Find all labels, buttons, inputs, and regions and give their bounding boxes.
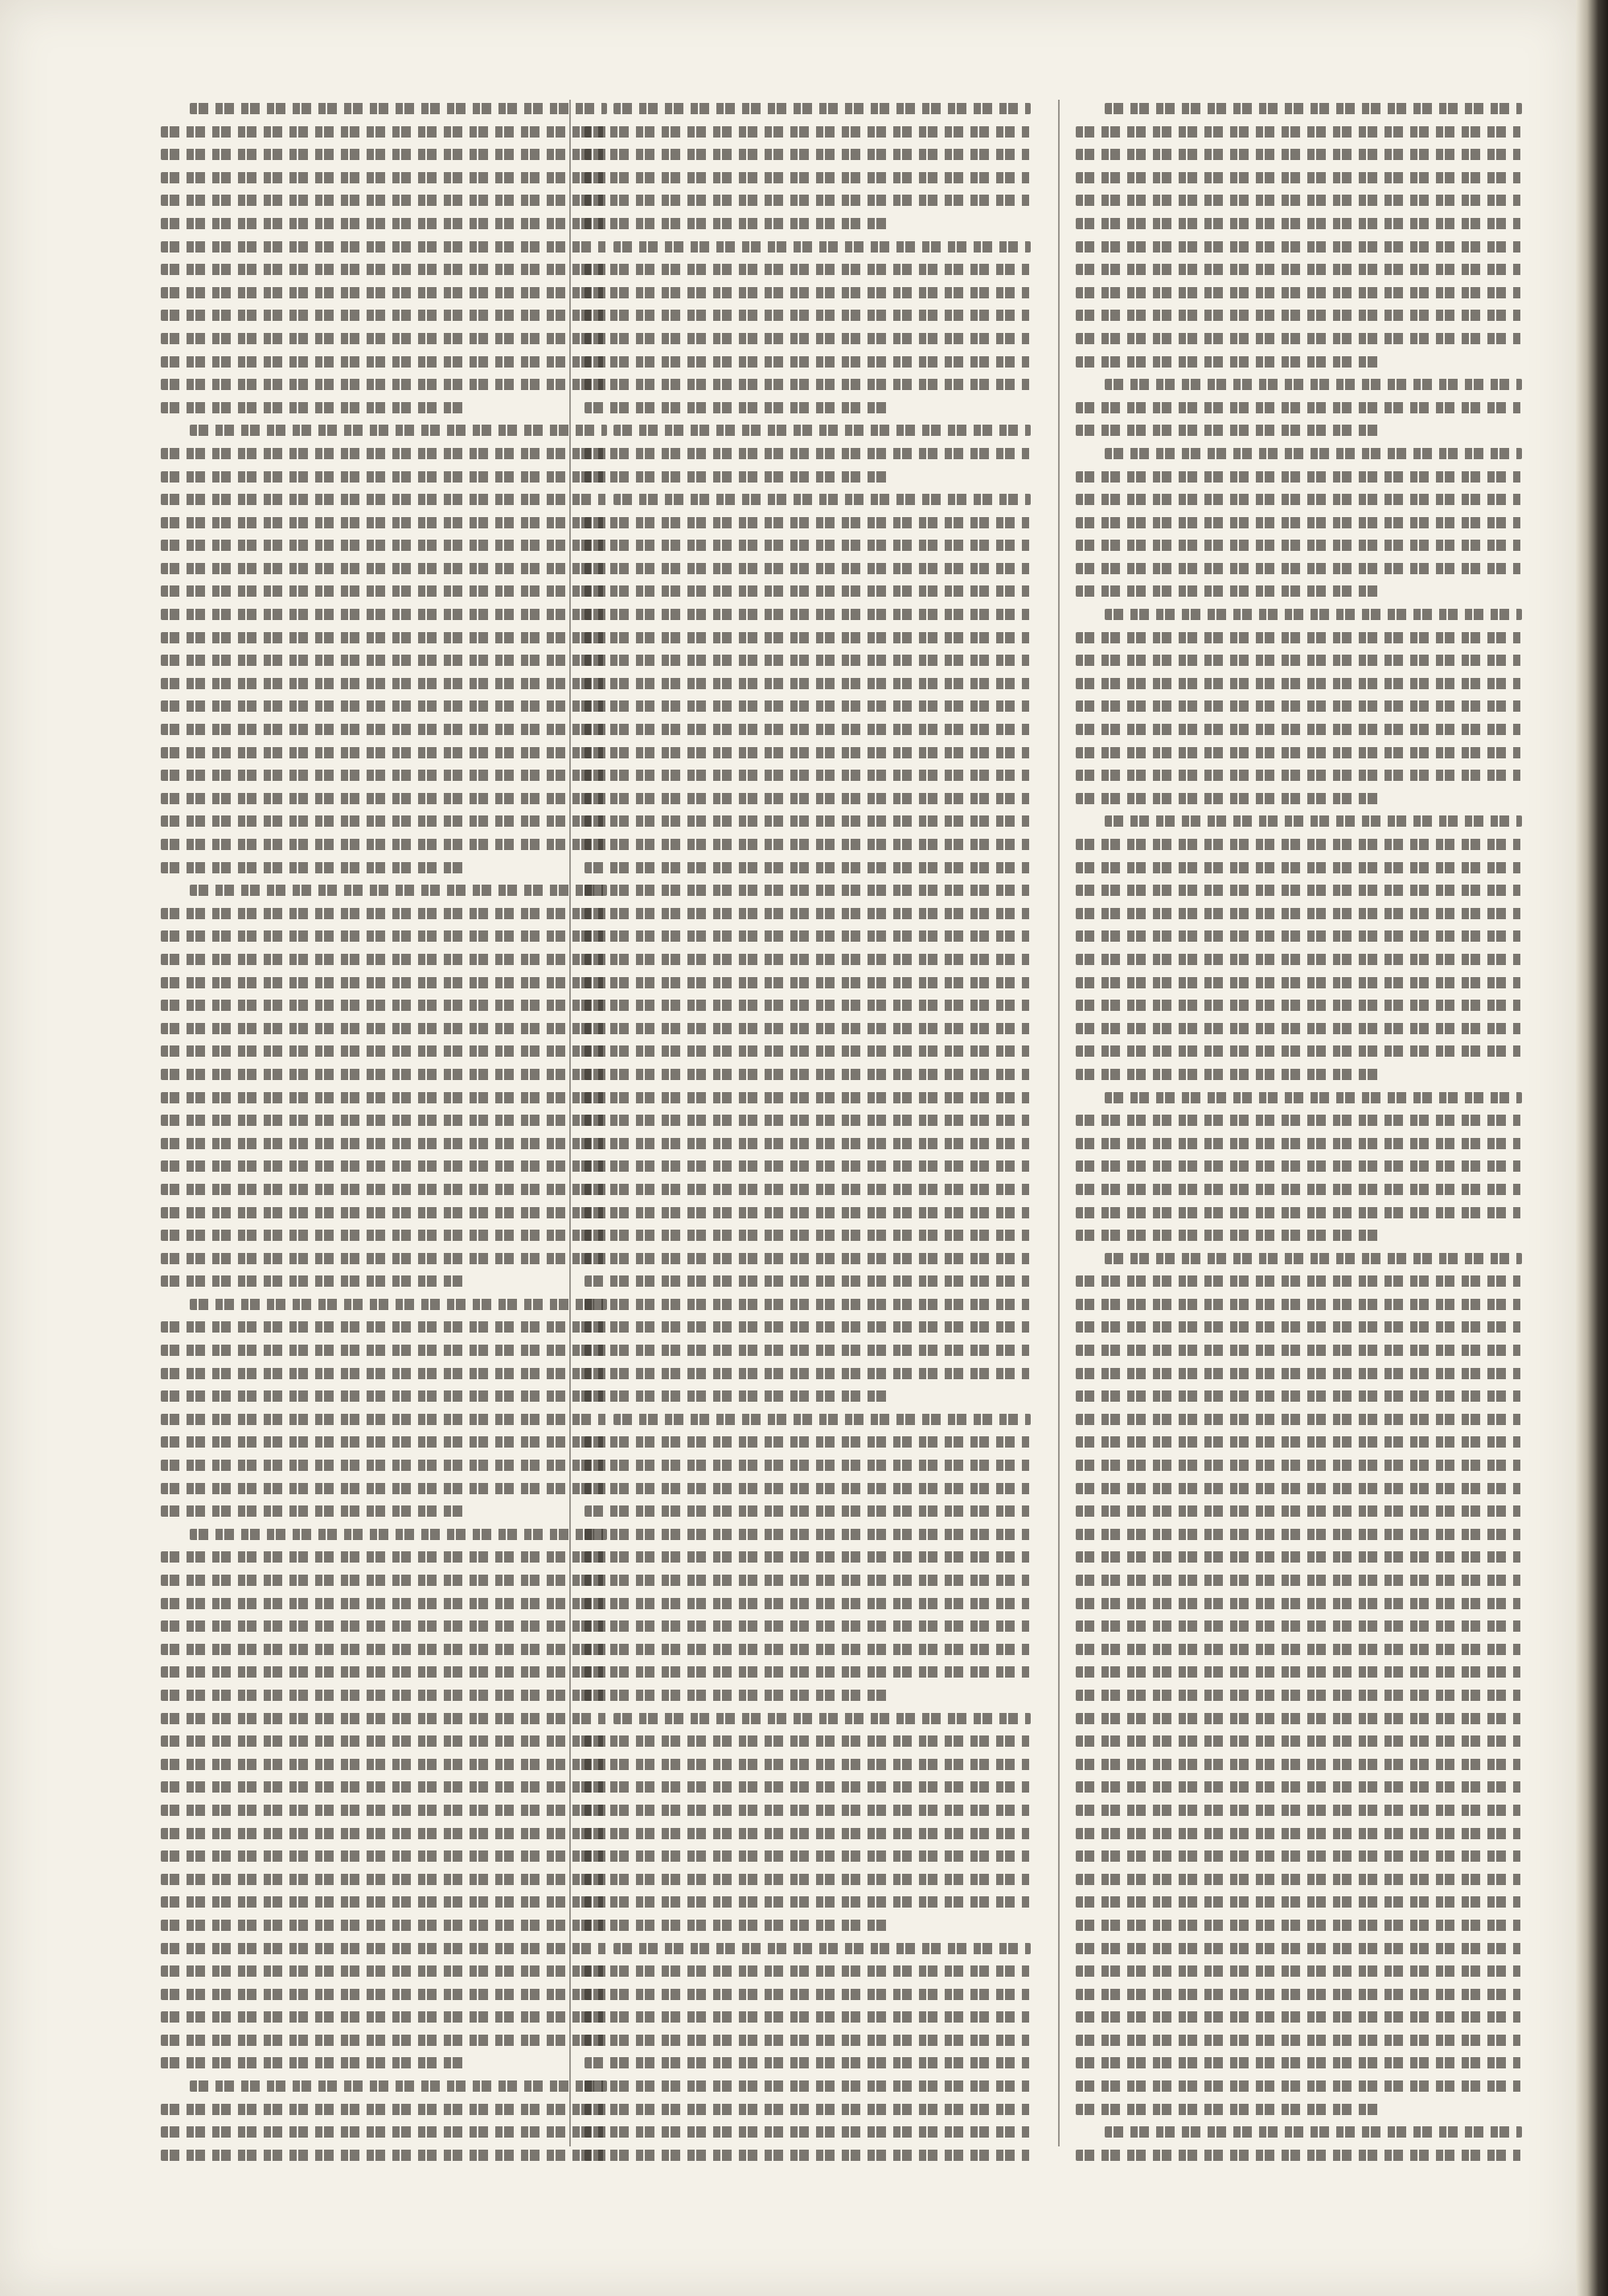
text-line xyxy=(1076,195,1522,206)
text-line xyxy=(161,1713,607,1724)
text-line xyxy=(585,2104,1031,2115)
text-line xyxy=(1076,241,1522,253)
text-line xyxy=(585,2126,1031,2138)
text-line xyxy=(1076,1207,1522,1218)
text-line xyxy=(161,1920,607,1931)
text-line xyxy=(585,1045,1031,1057)
text-line xyxy=(190,103,607,114)
text-line xyxy=(1076,2011,1522,2023)
text-line xyxy=(161,1989,607,2000)
text-line xyxy=(585,1644,1031,1655)
text-line xyxy=(161,1805,607,1816)
text-line xyxy=(1076,954,1522,965)
text-line xyxy=(613,1414,1031,1425)
text-line xyxy=(161,172,607,183)
text-line xyxy=(585,1551,1031,1563)
text-line xyxy=(190,2080,607,2092)
text-line xyxy=(1076,1943,1522,1954)
text-line xyxy=(161,1390,607,1402)
text-line xyxy=(585,1436,1031,1448)
text-line xyxy=(1076,425,1379,436)
text-line xyxy=(585,609,1031,620)
text-line xyxy=(585,1092,1031,1103)
text-line xyxy=(1076,2035,1522,2046)
text-line xyxy=(1076,1184,1522,1195)
text-line xyxy=(161,1598,607,1609)
text-line xyxy=(1105,1092,1522,1103)
text-line xyxy=(585,310,1031,321)
text-line xyxy=(1076,1989,1522,2000)
text-line xyxy=(1076,1483,1522,1494)
text-line xyxy=(1076,724,1522,735)
text-line xyxy=(161,1850,607,1862)
text-line xyxy=(1076,1390,1522,1402)
text-line xyxy=(161,2104,607,2115)
text-line xyxy=(161,815,607,827)
text-line xyxy=(1076,1575,1522,1586)
text-line xyxy=(161,563,607,574)
text-line xyxy=(1076,1115,1522,1126)
text-line xyxy=(585,1390,888,1402)
text-line xyxy=(161,1874,607,1885)
text-line xyxy=(585,700,1031,712)
text-line xyxy=(1076,1759,1522,1770)
text-line xyxy=(161,2035,607,2046)
text-line xyxy=(161,494,607,505)
text-line xyxy=(1076,517,1522,528)
text-line xyxy=(585,356,1031,368)
text-line xyxy=(585,724,1031,735)
column-divider xyxy=(1058,100,1060,2146)
text-line xyxy=(161,793,607,804)
text-line xyxy=(161,1483,607,1494)
text-line xyxy=(613,1713,1031,1724)
text-line xyxy=(1076,700,1522,712)
text-line xyxy=(613,494,1031,505)
article-paragraph xyxy=(1076,103,1522,368)
text-line xyxy=(161,1184,607,1195)
text-line xyxy=(161,1436,607,1448)
text-line xyxy=(1076,585,1379,597)
text-line xyxy=(1076,862,1522,873)
article-paragraph xyxy=(161,1529,607,2069)
text-line xyxy=(585,2150,1031,2161)
text-line xyxy=(585,1321,1031,1333)
page-binding-edge xyxy=(1576,0,1608,2296)
text-line xyxy=(585,195,1031,206)
article-paragraph xyxy=(161,885,607,1287)
text-line xyxy=(1076,2080,1522,2092)
article-paragraph xyxy=(1076,448,1522,598)
text-line xyxy=(585,1505,1031,1517)
text-line xyxy=(161,1000,607,1011)
text-line xyxy=(1105,379,1522,390)
text-line xyxy=(585,1345,1031,1356)
text-line xyxy=(161,540,607,551)
article-paragraph xyxy=(585,241,1031,413)
text-line xyxy=(161,1023,607,1034)
text-line xyxy=(161,1690,607,1701)
text-line xyxy=(161,1551,607,1563)
text-line xyxy=(161,1896,607,1908)
text-line xyxy=(1076,1850,1522,1862)
text-line xyxy=(585,1483,1031,1494)
text-line xyxy=(161,333,607,344)
text-line xyxy=(1076,1690,1522,1701)
text-line xyxy=(161,770,607,781)
text-line xyxy=(1105,2126,1522,2138)
text-line xyxy=(1076,1069,1379,1080)
text-line xyxy=(1076,885,1522,896)
text-line xyxy=(190,1529,607,1540)
text-line xyxy=(585,2080,1031,2092)
text-line xyxy=(585,2035,1031,2046)
text-line xyxy=(161,126,607,138)
text-line xyxy=(585,1598,1031,1609)
text-line xyxy=(161,1345,607,1356)
text-line xyxy=(585,1000,1031,1011)
text-line xyxy=(1105,448,1522,459)
text-line xyxy=(585,517,1031,528)
text-line xyxy=(585,1781,1031,1793)
text-line xyxy=(1076,770,1522,781)
article-paragraph xyxy=(585,1943,1031,2163)
text-line xyxy=(161,1620,607,1632)
text-line xyxy=(585,448,1031,459)
article-paragraph xyxy=(161,103,607,413)
text-line xyxy=(1076,1436,1522,1448)
article-paragraph xyxy=(1076,815,1522,1080)
text-line xyxy=(585,126,1031,138)
text-line xyxy=(161,264,607,275)
text-line xyxy=(1105,815,1522,827)
text-line xyxy=(585,815,1031,827)
text-line xyxy=(1076,218,1522,229)
text-line xyxy=(1076,1505,1522,1517)
text-line xyxy=(161,724,607,735)
text-line xyxy=(161,1069,607,1080)
text-line xyxy=(585,678,1031,689)
text-line xyxy=(1076,1735,1522,1747)
text-line xyxy=(1076,287,1522,298)
text-line xyxy=(1076,1713,1522,1724)
text-line xyxy=(585,563,1031,574)
text-line xyxy=(161,1092,607,1103)
text-line xyxy=(1076,1874,1522,1885)
text-line xyxy=(161,1943,607,1954)
text-line xyxy=(585,1735,1031,1747)
text-line xyxy=(1076,563,1522,574)
text-line xyxy=(161,1138,607,1149)
text-line xyxy=(161,839,607,850)
text-line xyxy=(1076,655,1522,666)
article-paragraph xyxy=(161,425,607,873)
text-line xyxy=(161,1160,607,1172)
text-line xyxy=(161,2011,607,2023)
text-line xyxy=(585,1575,1031,1586)
text-line xyxy=(585,2057,1031,2068)
text-line xyxy=(585,287,1031,298)
text-line xyxy=(1076,356,1379,368)
text-line xyxy=(1076,977,1522,988)
text-line xyxy=(585,954,1031,965)
text-line xyxy=(161,448,607,459)
text-line xyxy=(585,839,1031,850)
text-line xyxy=(585,1138,1031,1149)
text-line xyxy=(585,1828,1031,1839)
article-paragraph xyxy=(585,494,1031,1402)
text-line xyxy=(1076,1299,1522,1310)
text-line xyxy=(1105,103,1522,114)
text-line xyxy=(1076,930,1522,942)
text-line xyxy=(613,103,1031,114)
text-line xyxy=(1076,1368,1522,1379)
text-line xyxy=(161,1828,607,1839)
article-paragraph xyxy=(1076,609,1522,804)
text-line xyxy=(161,954,607,965)
article-paragraph xyxy=(1076,1092,1522,1242)
text-line xyxy=(1076,2150,1522,2161)
text-line xyxy=(585,1690,888,1701)
text-line xyxy=(1076,1805,1522,1816)
text-line xyxy=(161,747,607,758)
text-line xyxy=(585,1460,1031,1471)
text-line xyxy=(585,540,1031,551)
text-line xyxy=(161,908,607,919)
text-line xyxy=(585,1115,1031,1126)
text-line xyxy=(585,1184,1031,1195)
text-line xyxy=(161,1460,607,1471)
text-line xyxy=(1076,839,1522,850)
text-line xyxy=(585,1368,1031,1379)
text-line xyxy=(1076,1529,1522,1540)
text-line xyxy=(1076,1666,1522,1678)
text-line xyxy=(585,1850,1031,1862)
text-line xyxy=(161,1275,464,1287)
text-line xyxy=(1076,172,1522,183)
text-line xyxy=(585,1896,1031,1908)
article-paragraph xyxy=(585,1713,1031,1931)
text-line xyxy=(161,977,607,988)
text-line xyxy=(1076,1230,1379,1241)
text-line xyxy=(1076,402,1522,413)
text-line xyxy=(585,1759,1031,1770)
text-line xyxy=(585,1023,1031,1034)
text-line xyxy=(1076,793,1379,804)
text-line xyxy=(1076,1965,1522,1977)
text-line xyxy=(161,402,464,413)
text-line xyxy=(1076,1828,1522,1839)
text-line xyxy=(1076,1460,1522,1471)
text-line xyxy=(585,908,1031,919)
text-line xyxy=(161,930,607,942)
text-line xyxy=(161,379,607,390)
text-line xyxy=(1076,1644,1522,1655)
text-line xyxy=(585,930,1031,942)
article-paragraph xyxy=(585,425,1031,482)
text-line xyxy=(613,425,1031,436)
text-line xyxy=(585,977,1031,988)
text-line xyxy=(585,379,1031,390)
text-line xyxy=(161,609,607,620)
text-line xyxy=(1076,494,1522,505)
text-line xyxy=(161,1253,607,1264)
text-line xyxy=(1076,632,1522,643)
text-line xyxy=(161,2057,464,2068)
text-line xyxy=(1076,1781,1522,1793)
text-line xyxy=(1076,1414,1522,1425)
text-line xyxy=(585,585,1031,597)
text-line xyxy=(161,195,607,206)
text-line xyxy=(585,1805,1031,1816)
text-line xyxy=(161,1115,607,1126)
text-line xyxy=(161,356,607,368)
text-line xyxy=(1076,747,1522,758)
text-line xyxy=(585,793,1031,804)
text-line xyxy=(161,1505,464,1517)
text-line xyxy=(585,1666,1031,1678)
text-line xyxy=(585,2011,1031,2023)
text-line xyxy=(585,1920,888,1931)
text-column-middle xyxy=(585,103,1031,2162)
text-line xyxy=(161,149,607,160)
text-line xyxy=(190,425,607,436)
text-line xyxy=(161,1781,607,1793)
text-line xyxy=(161,1735,607,1747)
text-line xyxy=(1076,1896,1522,1908)
text-line xyxy=(1076,1045,1522,1057)
text-line xyxy=(161,2150,607,2161)
text-line xyxy=(585,862,1031,873)
text-line xyxy=(161,862,464,873)
text-line xyxy=(1076,1000,1522,1011)
text-line xyxy=(613,241,1031,253)
text-line xyxy=(161,471,607,483)
text-line xyxy=(161,1414,607,1425)
text-line xyxy=(585,770,1031,781)
text-line xyxy=(161,218,607,229)
text-line xyxy=(161,585,607,597)
text-line xyxy=(1076,2057,1522,2068)
text-line xyxy=(1076,1920,1522,1931)
text-line xyxy=(585,149,1031,160)
text-line xyxy=(1076,471,1522,483)
text-line xyxy=(1076,908,1522,919)
text-line xyxy=(585,1253,1031,1264)
text-line xyxy=(161,1321,607,1333)
text-line xyxy=(161,678,607,689)
text-line xyxy=(1076,310,1522,321)
text-line xyxy=(1076,1551,1522,1563)
text-line xyxy=(161,1666,607,1678)
article-paragraph xyxy=(1076,1253,1522,2115)
article-paragraph xyxy=(585,103,1031,229)
text-line xyxy=(585,1069,1031,1080)
text-line xyxy=(1076,126,1522,138)
text-line xyxy=(585,1874,1031,1885)
text-line xyxy=(585,1230,1031,1241)
text-line xyxy=(1076,1321,1522,1333)
article-paragraph xyxy=(161,1299,607,1517)
text-line xyxy=(585,471,888,483)
text-line xyxy=(161,1759,607,1770)
article-paragraph xyxy=(585,1414,1031,1701)
text-line xyxy=(161,1045,607,1057)
text-line xyxy=(1076,1345,1522,1356)
text-line xyxy=(161,1644,607,1655)
text-line xyxy=(161,310,607,321)
text-line xyxy=(161,287,607,298)
text-line xyxy=(585,1299,1031,1310)
text-line xyxy=(585,333,1031,344)
text-line xyxy=(585,1529,1031,1540)
text-line xyxy=(585,1989,1031,2000)
text-line xyxy=(161,1575,607,1586)
text-line xyxy=(1076,540,1522,551)
text-line xyxy=(1076,678,1522,689)
text-line xyxy=(585,264,1031,275)
text-line xyxy=(1076,1138,1522,1149)
text-line xyxy=(585,1275,1031,1287)
text-line xyxy=(1076,149,1522,160)
text-line xyxy=(1076,1023,1522,1034)
text-line xyxy=(585,172,1031,183)
text-line xyxy=(1076,1275,1522,1287)
column-divider xyxy=(569,100,571,2146)
text-line xyxy=(585,1207,1031,1218)
text-line xyxy=(585,1965,1031,1977)
text-line xyxy=(190,1299,607,1310)
text-line xyxy=(1076,333,1522,344)
article-paragraph xyxy=(1076,2126,1522,2162)
text-line xyxy=(161,700,607,712)
text-line xyxy=(1076,1160,1522,1172)
text-line xyxy=(585,1160,1031,1172)
article-paragraph xyxy=(1076,379,1522,436)
text-line xyxy=(161,655,607,666)
text-line xyxy=(613,1943,1031,1954)
text-line xyxy=(1076,1598,1522,1609)
text-line xyxy=(161,1965,607,1977)
text-line xyxy=(1076,1620,1522,1632)
text-line xyxy=(1076,264,1522,275)
text-line xyxy=(585,402,888,413)
text-line xyxy=(1076,2104,1379,2115)
text-line xyxy=(1105,609,1522,620)
text-line xyxy=(585,218,888,229)
article-paragraph xyxy=(161,2080,607,2162)
text-line xyxy=(161,1368,607,1379)
text-line xyxy=(585,1620,1031,1632)
text-line xyxy=(161,632,607,643)
text-line xyxy=(161,1230,607,1241)
text-line xyxy=(161,517,607,528)
text-line xyxy=(585,655,1031,666)
text-line xyxy=(585,747,1031,758)
text-column-right xyxy=(1076,103,1522,2162)
text-line xyxy=(1105,1253,1522,1264)
text-line xyxy=(585,885,1031,896)
text-line xyxy=(161,1207,607,1218)
text-line xyxy=(585,632,1031,643)
text-line xyxy=(190,885,607,896)
text-column-left xyxy=(161,103,607,2162)
text-line xyxy=(161,241,607,253)
text-line xyxy=(161,2126,607,2138)
